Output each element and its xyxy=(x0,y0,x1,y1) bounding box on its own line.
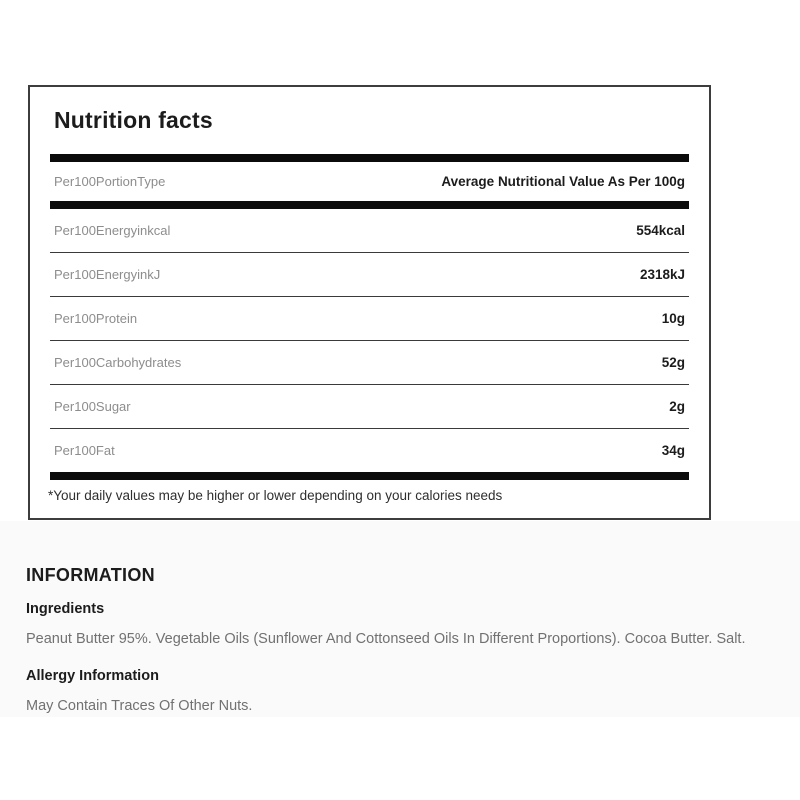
row-label: Per100EnergyinkJ xyxy=(54,267,161,282)
row-label: Per100Energyinkcal xyxy=(54,223,171,238)
row-label: Per100Fat xyxy=(54,443,115,458)
thick-divider-top xyxy=(50,154,689,162)
table-row-sugar xyxy=(50,385,689,429)
row-value: 52g xyxy=(661,355,685,370)
ingredients-text: Peanut Butter 95%. Vegetable Oils (Sunflower And Cottonseed Oils In Different Proportions). Cocoa Butter. Salt. xyxy=(26,631,746,647)
information-section xyxy=(0,521,800,717)
row-label: Per100Sugar xyxy=(54,399,131,414)
row-value: 10g xyxy=(661,311,685,326)
row-value: 2g xyxy=(669,399,685,414)
table-row-energy-kcal xyxy=(50,209,689,253)
daily-values-footnote: *Your daily values may be higher or lower depending on your calories needs xyxy=(48,488,503,503)
nutrition-facts-title: Nutrition facts xyxy=(54,107,213,133)
table-row-protein xyxy=(50,297,689,341)
ingredients-title: Ingredients xyxy=(26,601,105,617)
allergy-information-title: Allergy Information xyxy=(26,668,159,684)
thick-divider-header-bottom xyxy=(50,201,689,209)
row-value: 554kcal xyxy=(636,223,685,238)
nutrition-facts-card xyxy=(28,85,711,520)
thick-divider-bottom xyxy=(50,472,689,480)
row-value: 2318kJ xyxy=(639,267,685,282)
information-heading: INFORMATION xyxy=(26,565,155,585)
table-row-energy-kj xyxy=(50,253,689,297)
header-portion-type-label: Per100PortionType xyxy=(54,174,166,189)
row-value: 34g xyxy=(661,443,685,458)
allergy-information-text: May Contain Traces Of Other Nuts. xyxy=(26,698,253,714)
table-row-fat xyxy=(50,429,689,472)
row-label: Per100Protein xyxy=(54,311,138,326)
header-average-value-label: Average Nutritional Value As Per 100g xyxy=(441,174,685,189)
table-row-carbohydrates xyxy=(50,341,689,385)
row-label: Per100Carbohydrates xyxy=(54,355,182,370)
table-header-row xyxy=(50,162,689,201)
